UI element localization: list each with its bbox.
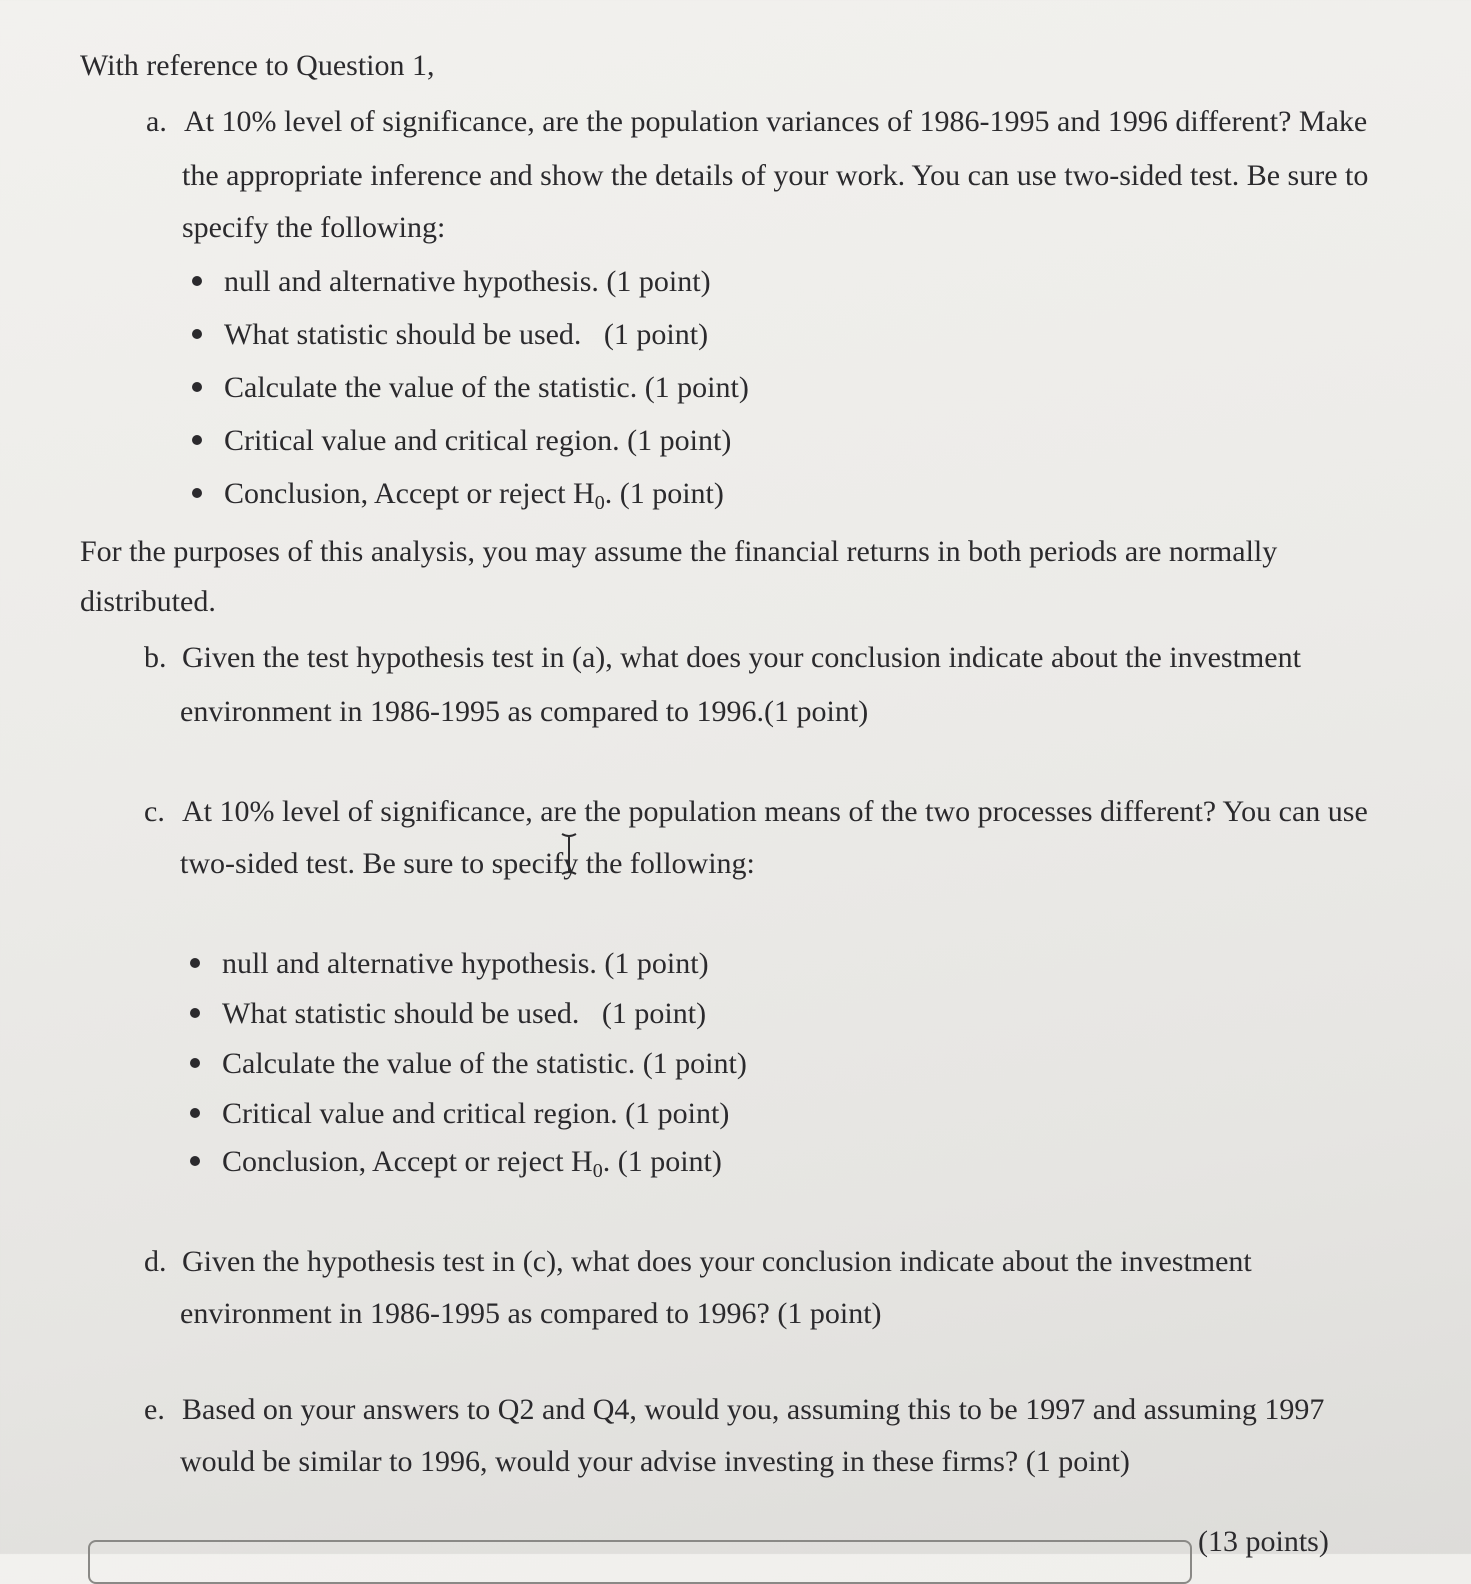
- bullet-text: Critical value and critical region. (1 point): [224, 424, 732, 457]
- bullet-icon: [190, 958, 200, 968]
- bullet-text: Calculate the value of the statistic. (1 point): [224, 371, 749, 404]
- bullet-icon: [192, 488, 202, 498]
- total-points: (13 points): [1198, 1525, 1329, 1558]
- part-e-line-2: would be similar to 1996, would your advise investing in these firms? (1 point): [180, 1445, 1130, 1478]
- conclusion-after: . (1 point): [604, 477, 724, 510]
- part-a-bullet-3: [192, 370, 749, 406]
- answer-box-edge: [88, 1540, 1192, 1584]
- bullet-text: null and alternative hypothesis. (1 point): [222, 947, 709, 980]
- conclusion-before: Conclusion, Accept or reject H: [224, 477, 595, 510]
- part-b-label: b.: [144, 641, 167, 674]
- part-c-label: c.: [144, 795, 165, 828]
- part-c-line-1: [144, 794, 1368, 830]
- part-d-label: d.: [144, 1245, 167, 1278]
- part-a-line-2: the appropriate inference and show the details of your work. You can use two-sided test. Be sure to: [182, 159, 1369, 192]
- conclusion-before: Conclusion, Accept or reject H: [222, 1145, 593, 1178]
- text-cursor-icon: [560, 832, 578, 876]
- bullet-text: What statistic should be used. (1 point): [224, 318, 709, 351]
- part-e-line-1: [144, 1392, 1324, 1428]
- part-e-label: e.: [144, 1393, 165, 1426]
- part-b-line-1: [144, 640, 1301, 676]
- bullet-text: Calculate the value of the statistic. (1 point): [222, 1047, 747, 1080]
- part-c-bullet-1: [190, 946, 709, 982]
- bullet-icon: [192, 276, 202, 286]
- conclusion-after: . (1 point): [602, 1145, 722, 1178]
- part-c-bullet-4: [190, 1096, 729, 1132]
- part-a-label: a.: [146, 105, 167, 138]
- bullet-text: null and alternative hypothesis. (1 point): [224, 265, 711, 298]
- part-a-bullet-1: [192, 264, 711, 300]
- part-c-bullet-2: [190, 996, 706, 1032]
- part-d-line-2: environment in 1986-1995 as compared to 1996? (1 point): [180, 1297, 882, 1330]
- bullet-icon: [190, 1156, 200, 1166]
- bullet-icon: [190, 1008, 200, 1018]
- part-c-bullet-3: [190, 1046, 747, 1082]
- assumption-line-2: distributed.: [80, 585, 216, 618]
- intro-text: With reference to Question 1,: [80, 49, 435, 82]
- bullet-icon: [190, 1108, 200, 1118]
- part-a-text-1: At 10% level of significance, are the population variances of 1986-1995 and 1996 different? Make: [184, 105, 1368, 138]
- bullet-icon: [190, 1058, 200, 1068]
- part-a-line-1: [146, 104, 1367, 140]
- part-d-text-1: Given the hypothesis test in (c), what does your conclusion indicate about the investment: [182, 1245, 1252, 1278]
- part-a-line-3: specify the following:: [182, 211, 446, 244]
- part-c-line-2: two-sided test. Be sure to specify the following:: [180, 847, 755, 880]
- bullet-text: What statistic should be used. (1 point): [222, 997, 707, 1030]
- part-c-text-1: At 10% level of significance, are the population means of the two processes different? You can use: [182, 795, 1368, 828]
- part-d-line-1: [144, 1244, 1252, 1280]
- conclusion-subscript: 0: [594, 492, 605, 514]
- bullet-icon: [192, 435, 202, 445]
- part-b-text-1: Given the test hypothesis test in (a), what does your conclusion indicate about the investment: [182, 641, 1301, 674]
- part-b-line-2: environment in 1986-1995 as compared to 1996.(1 point): [180, 695, 869, 728]
- bullet-icon: [192, 329, 202, 339]
- part-c-bullet-5: [190, 1144, 722, 1180]
- conclusion-subscript: 0: [592, 1160, 603, 1182]
- part-a-bullet-5: [192, 476, 724, 512]
- bullet-text: Critical value and critical region. (1 point): [222, 1097, 730, 1130]
- assumption-line-1: For the purposes of this analysis, you may assume the financial returns in both periods are normally: [80, 535, 1278, 568]
- part-a-bullet-4: [192, 423, 731, 459]
- part-a-bullet-2: [192, 317, 708, 353]
- bullet-icon: [192, 382, 202, 392]
- part-e-text-1: Based on your answers to Q2 and Q4, would you, assuming this to be 1997 and assuming 1997: [182, 1393, 1325, 1426]
